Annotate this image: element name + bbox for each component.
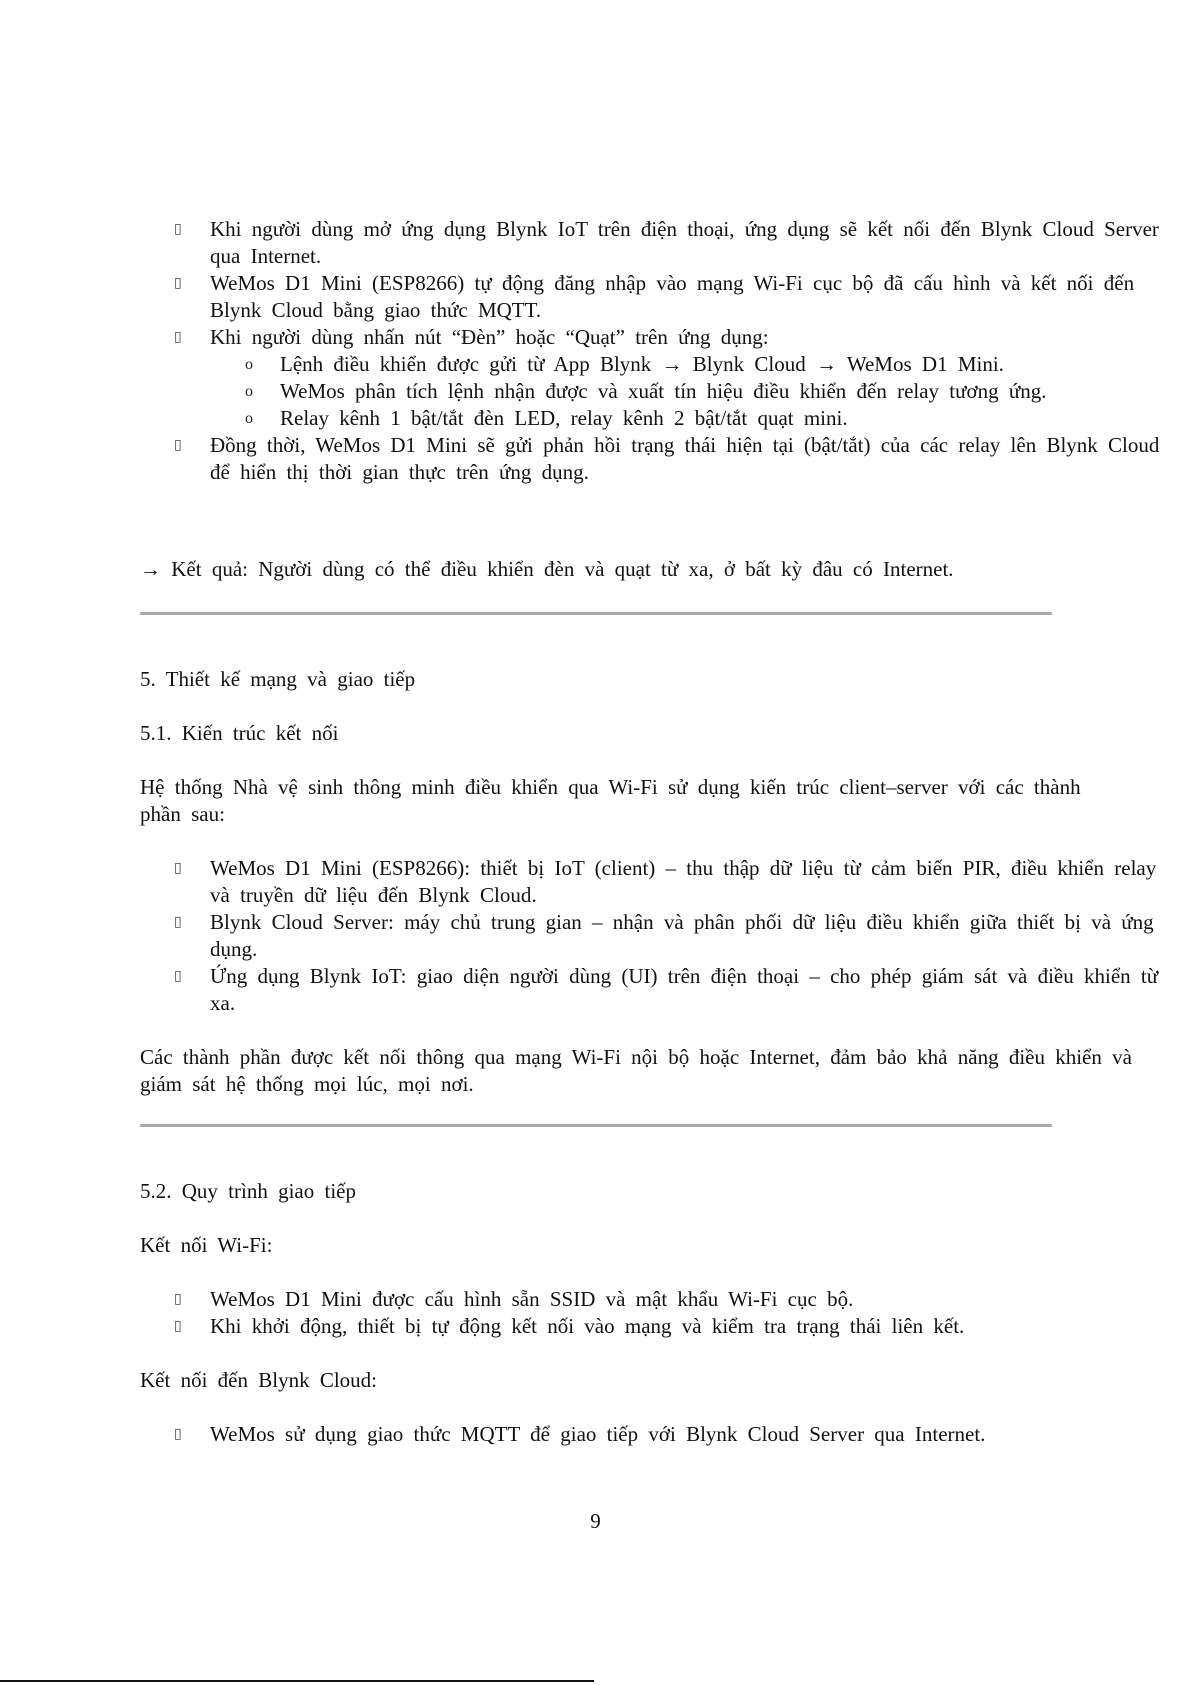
- page-number: 9: [590, 1509, 601, 1533]
- bullet-icon: ▯: [174, 437, 182, 453]
- list-item: [140, 909, 1160, 963]
- list-item: [140, 216, 1160, 270]
- list-item-text: Khi người dùng nhấn nút “Đèn” hoặc “Quạt” trên ứng dụng:: [210, 325, 769, 349]
- list-item-text: Khi người dùng mở ứng dụng Blynk IoT trên điện thoại, ứng dụng sẽ kết nối đến Blynk Cloud Server qua Internet.: [210, 217, 1159, 268]
- sub-list-item: [210, 351, 1090, 378]
- list-item: [140, 324, 1160, 432]
- sub-bullet-icon: o: [245, 410, 253, 427]
- heading-section-5-2: 5.2. Quy trình giao tiếp: [140, 1179, 356, 1203]
- list-item: [140, 432, 1160, 486]
- list-item: [140, 963, 1160, 1017]
- list-item-text: WeMos D1 Mini được cấu hình sẵn SSID và mật khẩu Wi-Fi cục bộ.: [210, 1287, 854, 1311]
- list-item-text: Đồng thời, WeMos D1 Mini sẽ gửi phản hồi trạng thái hiện tại (bật/tắt) của các relay lên Blynk Cloud để hiển thị thời gian thực trên ứng dụng.: [210, 433, 1160, 484]
- list-item-text: Blynk Cloud Server: máy chủ trung gian – nhận và phân phối dữ liệu điều khiển giữa thiết bị và ứng dụng.: [210, 910, 1154, 961]
- heading-section-5-1: 5.1. Kiến trúc kết nối: [140, 721, 339, 745]
- sub-item-text: Relay kênh 1 bật/tắt đèn LED, relay kênh 2 bật/tắt quạt mini.: [280, 406, 848, 430]
- component-list: [140, 855, 1160, 1017]
- paragraph-architecture: Hệ thống Nhà vệ sinh thông minh điều khiển qua Wi-Fi sử dụng kiến trúc client–server với các thành phần sau:: [140, 775, 1081, 826]
- list-item-text: WeMos D1 Mini (ESP8266) tự động đăng nhập vào mạng Wi-Fi cục bộ đã cấu hình và kết nối đến Blynk Cloud bằng giao thức MQTT.: [210, 271, 1135, 322]
- sub-item-text: Lệnh điều khiển được gửi từ App Blynk → Blynk Cloud → WeMos D1 Mini.: [280, 352, 1004, 376]
- section-divider: [140, 1124, 1052, 1127]
- bullet-icon: ▯: [174, 1291, 182, 1307]
- bullet-icon: ▯: [174, 914, 182, 930]
- bullet-icon: ▯: [174, 968, 182, 984]
- paragraph-connection: Các thành phần được kết nối thông qua mạng Wi-Fi nội bộ hoặc Internet, đảm bảo khả năng điều khiển và giám sát hệ thống mọi lúc, mọi nơi.: [140, 1045, 1132, 1096]
- list-item: [140, 1313, 1160, 1340]
- sub-list-item: [210, 405, 1090, 432]
- list-item: [140, 855, 1160, 909]
- result-line: → Kết quả: Người dùng có thể điều khiển đèn và quạt từ xa, ở bất kỳ đâu có Internet.: [140, 557, 954, 581]
- process-list: [140, 216, 1160, 486]
- footer-line: [0, 1680, 594, 1682]
- bullet-icon: ▯: [174, 1318, 182, 1334]
- sub-bullet-icon: o: [245, 383, 253, 400]
- sub-item-text: WeMos phân tích lệnh nhận được và xuất tín hiệu điều khiển đến relay tương ứng.: [280, 379, 1047, 403]
- blynk-list: [140, 1421, 1160, 1448]
- bullet-icon: ▯: [174, 860, 182, 876]
- list-item-text: Ứng dụng Blynk IoT: giao diện người dùng (UI) trên điện thoại – cho phép giám sát và điều khiển từ xa.: [210, 964, 1159, 1015]
- sub-bullet-icon: o: [245, 356, 253, 373]
- bullet-icon: ▯: [174, 329, 182, 345]
- bullet-icon: ▯: [174, 275, 182, 291]
- section-divider: [140, 612, 1052, 615]
- list-item-text: Khi khởi động, thiết bị tự động kết nối vào mạng và kiểm tra trạng thái liên kết.: [210, 1314, 965, 1338]
- label-blynk-cloud: Kết nối đến Blynk Cloud:: [140, 1368, 377, 1392]
- heading-section-5: 5. Thiết kế mạng và giao tiếp: [140, 667, 416, 691]
- bullet-icon: ▯: [174, 1426, 182, 1442]
- wifi-list: [140, 1286, 1160, 1340]
- list-item: [140, 270, 1160, 324]
- list-item-text: WeMos sử dụng giao thức MQTT để giao tiếp với Blynk Cloud Server qua Internet.: [210, 1422, 986, 1446]
- list-item: [140, 1421, 1160, 1448]
- sub-list: [210, 351, 1090, 432]
- sub-list-item: [210, 378, 1090, 405]
- list-item-text: WeMos D1 Mini (ESP8266): thiết bị IoT (client) – thu thập dữ liệu từ cảm biến PIR, điều khiển relay và truyền dữ liệu đến Blynk Cloud.: [210, 856, 1157, 907]
- list-item: [140, 1286, 1160, 1313]
- bullet-icon: ▯: [174, 221, 182, 237]
- label-wifi: Kết nối Wi-Fi:: [140, 1233, 273, 1257]
